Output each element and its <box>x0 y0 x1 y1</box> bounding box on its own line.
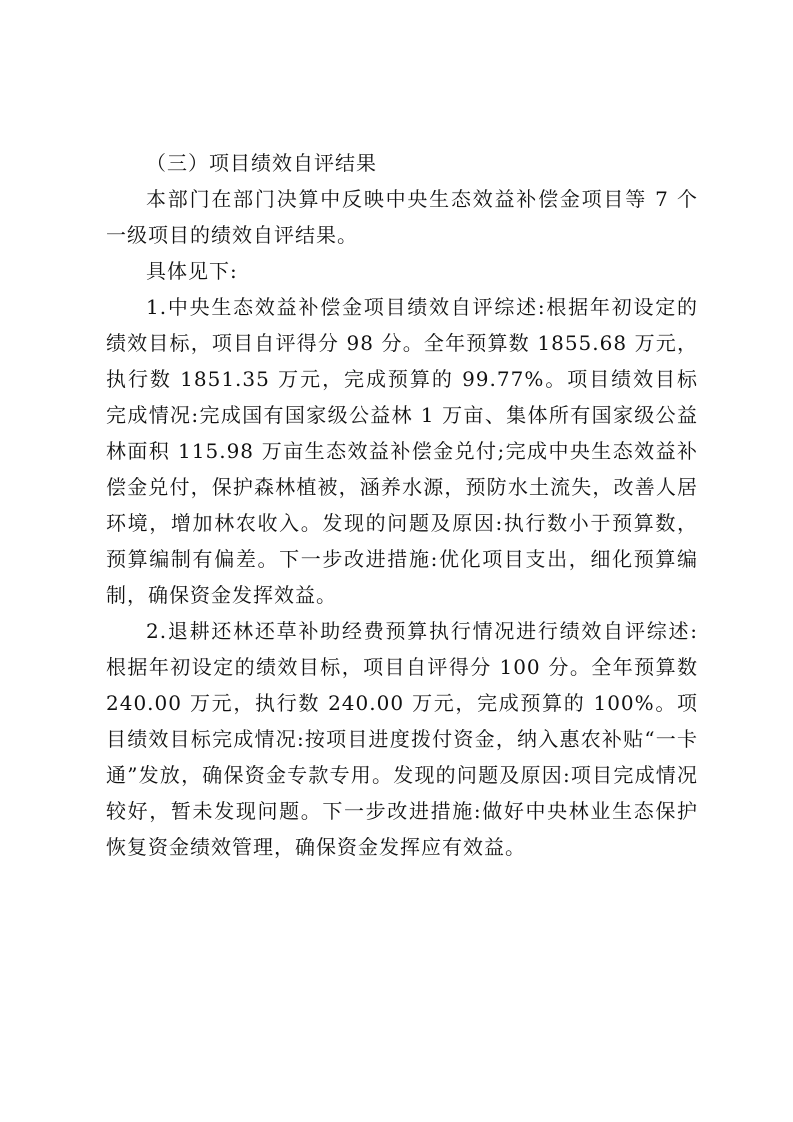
project-1-paragraph: 1.中央生态效益补偿金项目绩效自评综述:根据年初设定的绩效目标，项目自评得分 98 分。全年预算数 1855.68 万元，执行数 1851.35 万元，完成预算的 99.77%。项目绩效目标完成情况:完成国有国家级公益林 1 万亩、集体所有国家级公益林面积 115.98 万亩生态效益补偿金兑付;完成中央生态效益补偿金兑付，保护森林植被，涵养水源，预防水土流失，改善人居环境，增加林农收入。发现的问题及原因:执行数小于预算数，预算编制有偏差。下一步改进措施:优化项目支出，细化预算编制，确保资金发挥效益。 <box>106 295 698 607</box>
section-heading: （三）项目绩效自评结果 <box>146 151 377 175</box>
intro-paragraph: 本部门在部门决算中反映中央生态效益补偿金项目等 7 个一级项目的绩效自评结果。 <box>106 187 698 247</box>
project-2-paragraph: 2.退耕还林还草补助经费预算执行情况进行绩效自评综述:根据年初设定的绩效目标，项目自评得分 100 分。全年预算数 240.00 万元，执行数 240.00 万元，完成预算的 100%。项目绩效目标完成情况:按项目进度拨付资金，纳入惠农补贴“一卡通”发放，确保资金专款专用。发现的问题及原因:项目完成情况较好，暂未发现问题。下一步改进措施:做好中央林业生态保护恢复资金绩效管理，确保资金发挥应有效益。 <box>106 619 698 859</box>
document-page <box>106 145 698 865</box>
details-lead-paragraph: 具体见下: <box>146 259 238 283</box>
